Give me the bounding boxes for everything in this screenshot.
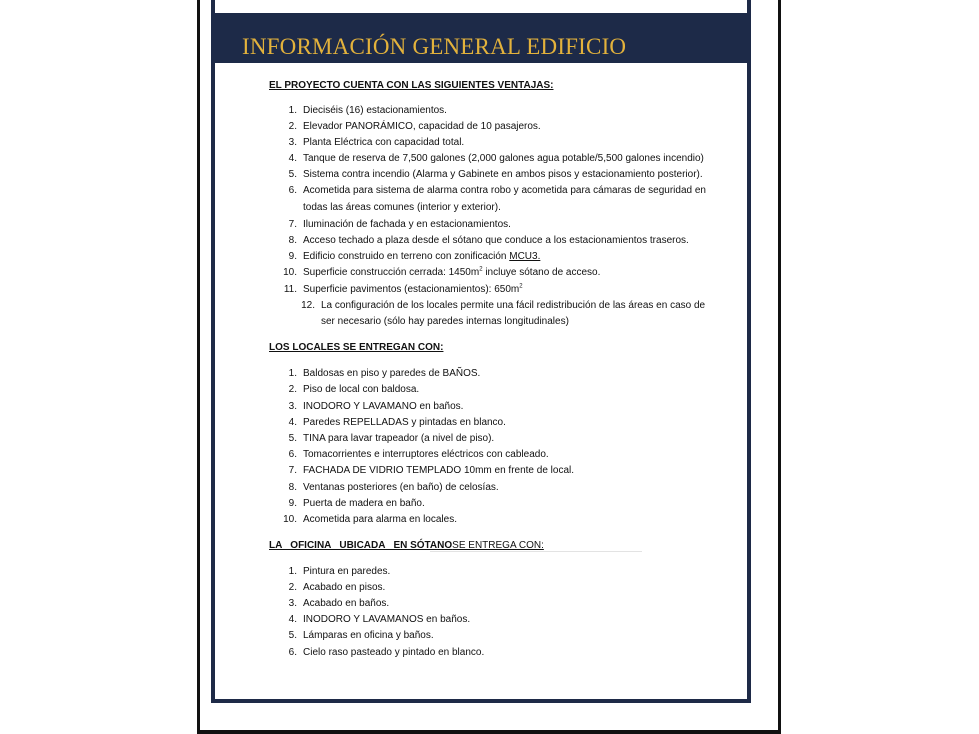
list-item: 6. Tomacorrientes e interruptores eléctricos con cableado. [288, 449, 549, 460]
list-item: 12. La configuración de los locales permite una fácil redistribución de las áreas en caso de [301, 300, 706, 311]
list-item: 1. Pintura en paredes. [288, 566, 391, 577]
list-item: 2. Elevador PANORÁMICO, capacidad de 10 pasajeros. [288, 121, 541, 132]
list-item: 4. Tanque de reserva de 7,500 galones (2,000 galones agua potable/5,500 galones incendio) [288, 153, 704, 164]
list-item: 5. Lámparas en oficina y baños. [288, 630, 434, 641]
list-item: 10. Acometida para alarma en locales. [283, 514, 457, 525]
list-item: 3. Acabado en baños. [288, 598, 390, 609]
list-item-continuation: todas las áreas comunes (interior y exterior). [303, 202, 501, 213]
list-item: 5. Sistema contra incendio (Alarma y Gabinete en ambos pisos y estacionamiento posterior). [288, 169, 703, 180]
list-item: 9. Edificio construido en terreno con zonificación MCU3. [288, 251, 541, 262]
list-item: 7. FACHADA DE VIDRIO TEMPLADO 10mm en frente de local. [288, 465, 575, 476]
list-item: 8. Acceso techado a plaza desde el sótano que conduce a los estacionamientos traseros. [288, 235, 689, 246]
section-heading-oficina: LA OFICINA UBICADA EN SÓTANOSE ENTREGA CON: [269, 540, 544, 551]
page-title: INFORMACIÓN GENERAL EDIFICIO [242, 34, 627, 59]
list-item: 7. Iluminación de fachada y en estacionamientos. [288, 219, 511, 230]
list-item: 1. Dieciséis (16) estacionamientos. [288, 105, 447, 116]
divider [430, 551, 642, 552]
list-item-continuation: ser necesario (sólo hay paredes internas longitudinales) [321, 316, 569, 327]
section-heading-locales: LOS LOCALES SE ENTREGAN CON: [269, 342, 444, 353]
list-item: 1. Baldosas en piso y paredes de BAÑOS. [288, 368, 481, 379]
list-item: 2. Piso de local con baldosa. [288, 384, 420, 395]
list-item: 3. INODORO Y LAVAMANO en baños. [288, 401, 464, 412]
list-item: 5. TINA para lavar trapeador (a nivel de piso). [288, 433, 495, 444]
list-item: 9. Puerta de madera en baño. [288, 498, 425, 509]
list-item: 6. Acometida para sistema de alarma contra robo y acometida para cámaras de seguridad en [288, 185, 706, 196]
list-item: 6. Cielo raso pasteado y pintado en blanco. [288, 647, 485, 658]
list-item: 2. Acabado en pisos. [288, 582, 386, 593]
section-heading-ventajas: EL PROYECTO CUENTA CON LAS SIGUIENTES VENTAJAS: [269, 80, 554, 91]
list-item: 4. Paredes REPELLADAS y pintadas en blanco. [288, 417, 506, 428]
list-item: 4. INODORO Y LAVAMANOS en baños. [288, 614, 471, 625]
list-item: 3. Planta Eléctrica con capacidad total. [288, 137, 465, 148]
list-item: 10. Superficie construcción cerrada: $1450m^2$ incluye sótano de acceso. [283, 266, 601, 278]
list-item: 11. Superficie pavimentos (estacionamientos): $650m^2$ [283, 283, 523, 295]
list-item: 8. Ventanas posteriores (en baño) de celosías. [288, 482, 499, 493]
